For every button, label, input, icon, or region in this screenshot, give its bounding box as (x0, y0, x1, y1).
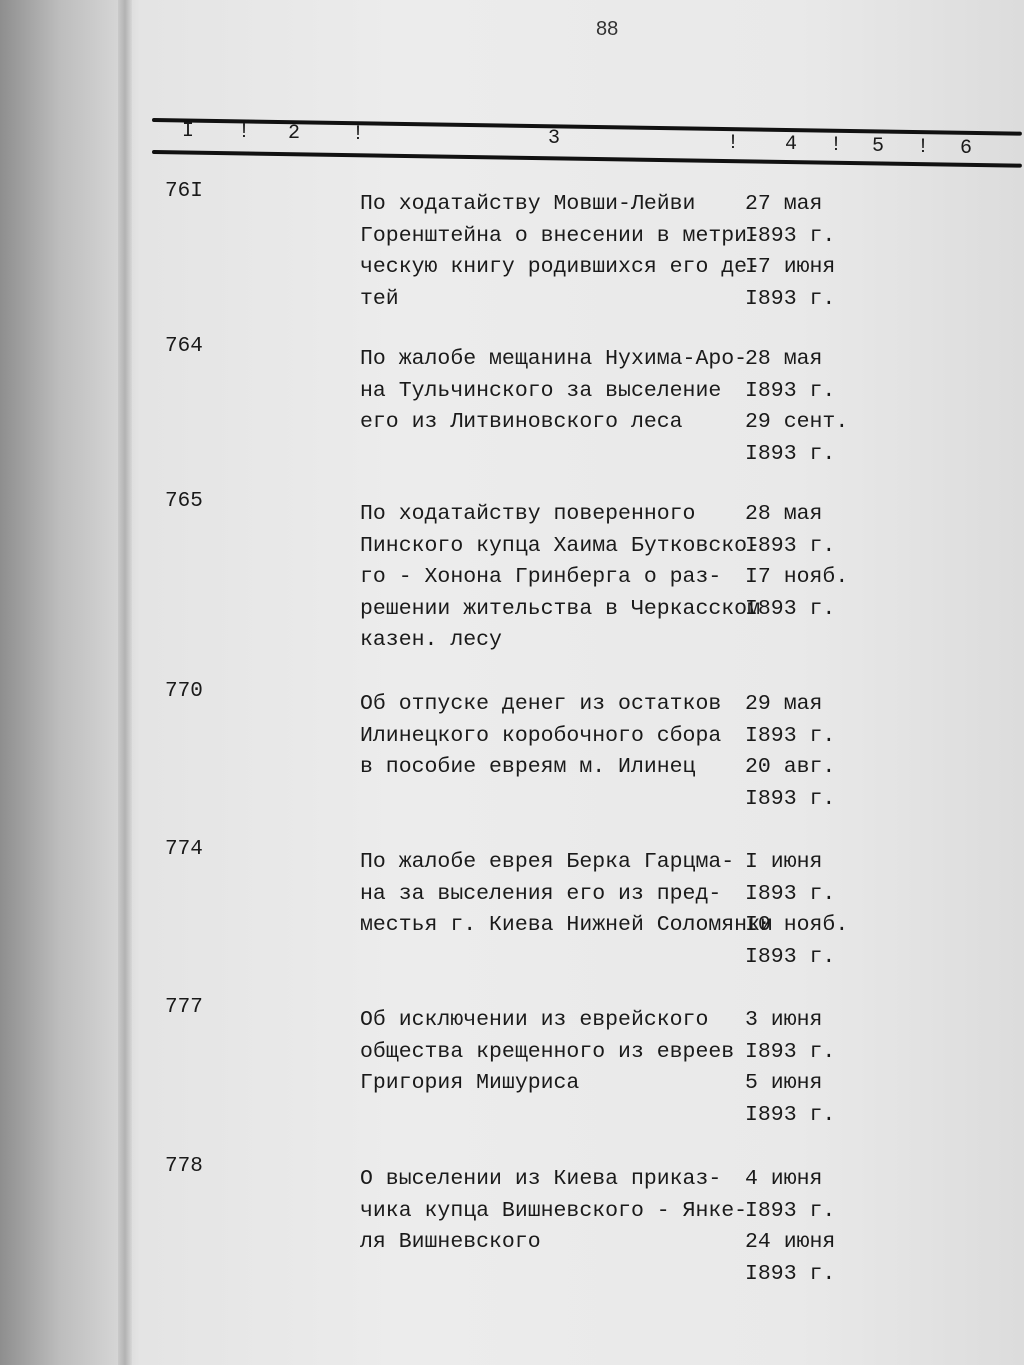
entry-description: Об исключении из еврейского (360, 1008, 709, 1032)
entry-description: По жалобе еврея Берка Гарцма- (360, 850, 735, 874)
column-header: I (182, 120, 195, 143)
entry-description: решении жительства в Черкасском (360, 596, 760, 621)
entry-line (0, 1167, 1024, 1198)
entry-line (0, 1262, 1024, 1293)
entry-number: 777 (165, 996, 203, 1019)
column-header: 5 (872, 135, 885, 158)
entry-date: I7 июня (745, 255, 836, 279)
entry-date: I893 г. (745, 286, 836, 311)
entry-line (0, 882, 1024, 913)
entry-line (0, 534, 1024, 565)
entry-line (0, 597, 1024, 628)
column-separator: ! (830, 134, 843, 157)
entry-date: I893 г. (745, 378, 836, 403)
entry-description: Горенштейна о внесении в метри- (360, 223, 760, 248)
entry-line (0, 1008, 1024, 1039)
header-rule-top (152, 118, 1022, 136)
entry-date: 27 мая (745, 192, 823, 216)
entry-date: I893 г. (745, 786, 836, 811)
entry-line (0, 850, 1024, 881)
entry-description: казен. лесу (360, 628, 502, 652)
entry-line (0, 255, 1024, 286)
entry-line (0, 192, 1024, 223)
entry-number: 765 (165, 490, 203, 513)
column-header: 2 (288, 122, 301, 145)
entry-number: 770 (165, 680, 203, 703)
entry-description: тей (360, 286, 399, 311)
entry-date: 28 мая (745, 347, 823, 371)
entry-date: 3 июня (745, 1008, 823, 1032)
entry-line (0, 724, 1024, 755)
entry-description: ля Вишневского (360, 1230, 541, 1254)
entry-line (0, 1071, 1024, 1102)
entry-line (0, 347, 1024, 378)
page-number: 88 (596, 18, 619, 40)
entry-date: I893 г. (745, 533, 836, 558)
entry-date: 20 авг. (745, 755, 836, 779)
entry-date: I893 г. (745, 223, 836, 248)
entry-description: Пинского купца Хаима Бутковско- (360, 533, 760, 558)
entry-number: 76I (165, 180, 203, 203)
entry-date: 28 мая (745, 502, 823, 526)
entry-description: О выселении из Киева приказ- (360, 1167, 722, 1191)
entry-line (0, 379, 1024, 410)
entry-number: 778 (165, 1155, 203, 1178)
entry-description: общества крещенного из евреев (360, 1039, 735, 1064)
entry-date: I7 нояб. (745, 565, 849, 589)
entry-description: ческую книгу родившихся его де- (360, 255, 760, 279)
entry-date: I893 г. (745, 441, 836, 466)
column-separator: ! (917, 136, 930, 159)
entry-date: I893 г. (745, 881, 836, 906)
entry-line (0, 442, 1024, 473)
entry-date: I0 нояб. (745, 913, 849, 937)
entry-line (0, 287, 1024, 318)
entry-line (0, 410, 1024, 441)
entry-description: По жалобе мещанина Нухима-Аро- (360, 347, 748, 371)
column-separator: ! (238, 121, 251, 144)
entry-description: в пособие евреям м. Илинец (360, 755, 696, 779)
entry-date: I июня (745, 850, 823, 874)
entry-date: I893 г. (745, 944, 836, 969)
entry-description: на Тульчинского за выселение (360, 378, 722, 403)
entry-line (0, 628, 1024, 659)
entry-date: 29 сент. (745, 410, 849, 434)
entry-line (0, 1103, 1024, 1134)
header-rule-bottom (152, 150, 1022, 168)
entry-description: его из Литвиновского леса (360, 410, 683, 434)
entry-date: 24 июня (745, 1230, 836, 1254)
entry-line (0, 1040, 1024, 1071)
entry-description: Григория Мишуриса (360, 1071, 580, 1095)
entry-description: го - Хонона Гринберга о раз- (360, 565, 722, 589)
entry-date: I893 г. (745, 1261, 836, 1286)
entry-line (0, 1199, 1024, 1230)
entry-line (0, 502, 1024, 533)
entry-date: I893 г. (745, 1039, 836, 1064)
entry-date: 4 июня (745, 1167, 823, 1191)
entry-line (0, 224, 1024, 255)
entry-description: Илинецкого коробочного сбора (360, 723, 722, 748)
entry-number: 764 (165, 335, 203, 358)
entry-line (0, 945, 1024, 976)
entry-line (0, 692, 1024, 723)
entry-line (0, 755, 1024, 786)
entry-line (0, 913, 1024, 944)
column-header: 4 (785, 133, 798, 156)
entry-date: I893 г. (745, 1198, 836, 1223)
entry-line (0, 787, 1024, 818)
entry-description: чика купца Вишневского - Янке- (360, 1198, 748, 1223)
entry-number: 774 (165, 838, 203, 861)
entry-description: местья г. Киева Нижней Соломянки (360, 913, 773, 937)
entry-date: I893 г. (745, 723, 836, 748)
entry-date: I893 г. (745, 596, 836, 621)
entry-date: I893 г. (745, 1102, 836, 1127)
entry-line (0, 565, 1024, 596)
entry-description: По ходатайству поверенного (360, 502, 696, 526)
column-header: 3 (548, 127, 561, 150)
entry-description: Об отпуске денег из остатков (360, 692, 722, 716)
column-header: 6 (960, 137, 973, 160)
entry-date: 5 июня (745, 1071, 823, 1095)
column-separator: ! (727, 132, 740, 155)
column-separator: ! (352, 123, 365, 146)
entry-date: 29 мая (745, 692, 823, 716)
entry-description: на за выселения его из пред- (360, 881, 722, 906)
entry-line (0, 1230, 1024, 1261)
entry-description: По ходатайству Мовши-Лейви (360, 192, 696, 216)
